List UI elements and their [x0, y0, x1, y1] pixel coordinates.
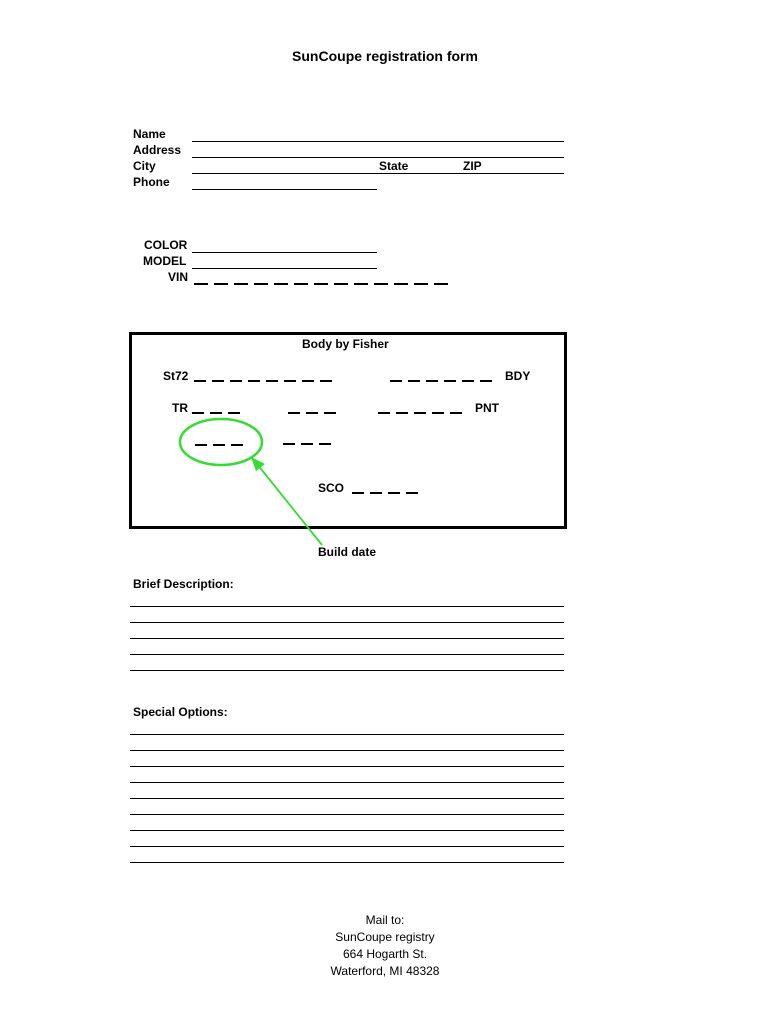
bdy-label: BDY	[505, 369, 531, 383]
color-label: COLOR	[144, 238, 188, 252]
mail-to-label: Mail to:	[365, 913, 405, 927]
brief-description-label: Brief Description:	[133, 577, 234, 591]
special-options-line[interactable]	[130, 798, 564, 799]
state-label: State	[379, 159, 409, 173]
phone-label: Phone	[133, 175, 170, 189]
brief-description-line[interactable]	[130, 670, 564, 671]
city-label: City	[133, 159, 156, 173]
vin-label: VIN	[168, 270, 189, 284]
zip-label: ZIP	[463, 159, 482, 173]
mail-recipient: SunCoupe registry	[335, 930, 435, 944]
special-options-line[interactable]	[130, 814, 564, 815]
arrow-line-icon	[257, 464, 322, 545]
sco-label: SCO	[318, 481, 345, 495]
special-options-line[interactable]	[130, 734, 564, 735]
highlight-ellipse	[180, 419, 262, 465]
special-options-line[interactable]	[130, 846, 564, 847]
model-label: MODEL	[143, 254, 187, 268]
mailing-address	[0, 912, 770, 980]
address-label: Address	[133, 143, 182, 157]
name-label: Name	[133, 127, 166, 141]
build-date-label: Build date	[318, 545, 377, 559]
brief-description-line[interactable]	[130, 606, 564, 607]
arrowhead-icon	[251, 457, 265, 471]
mail-street: 664 Hogarth St.	[342, 947, 428, 961]
st72-label: St72	[163, 369, 189, 383]
tr-label: TR	[172, 401, 188, 415]
special-options-label: Special Options:	[133, 705, 228, 719]
body-box-title: Body by Fisher	[302, 337, 389, 351]
special-options-line[interactable]	[130, 830, 564, 831]
special-options-line[interactable]	[130, 750, 564, 751]
mail-city: Waterford, MI 48328	[330, 964, 440, 978]
special-options-line[interactable]	[130, 862, 564, 863]
pnt-label: PNT	[475, 401, 499, 415]
brief-description-line[interactable]	[130, 654, 564, 655]
special-options-line[interactable]	[130, 782, 564, 783]
page-title: SunCoupe registration form	[292, 48, 478, 64]
special-options-line[interactable]	[130, 766, 564, 767]
brief-description-line[interactable]	[130, 638, 564, 639]
brief-description-line[interactable]	[130, 622, 564, 623]
